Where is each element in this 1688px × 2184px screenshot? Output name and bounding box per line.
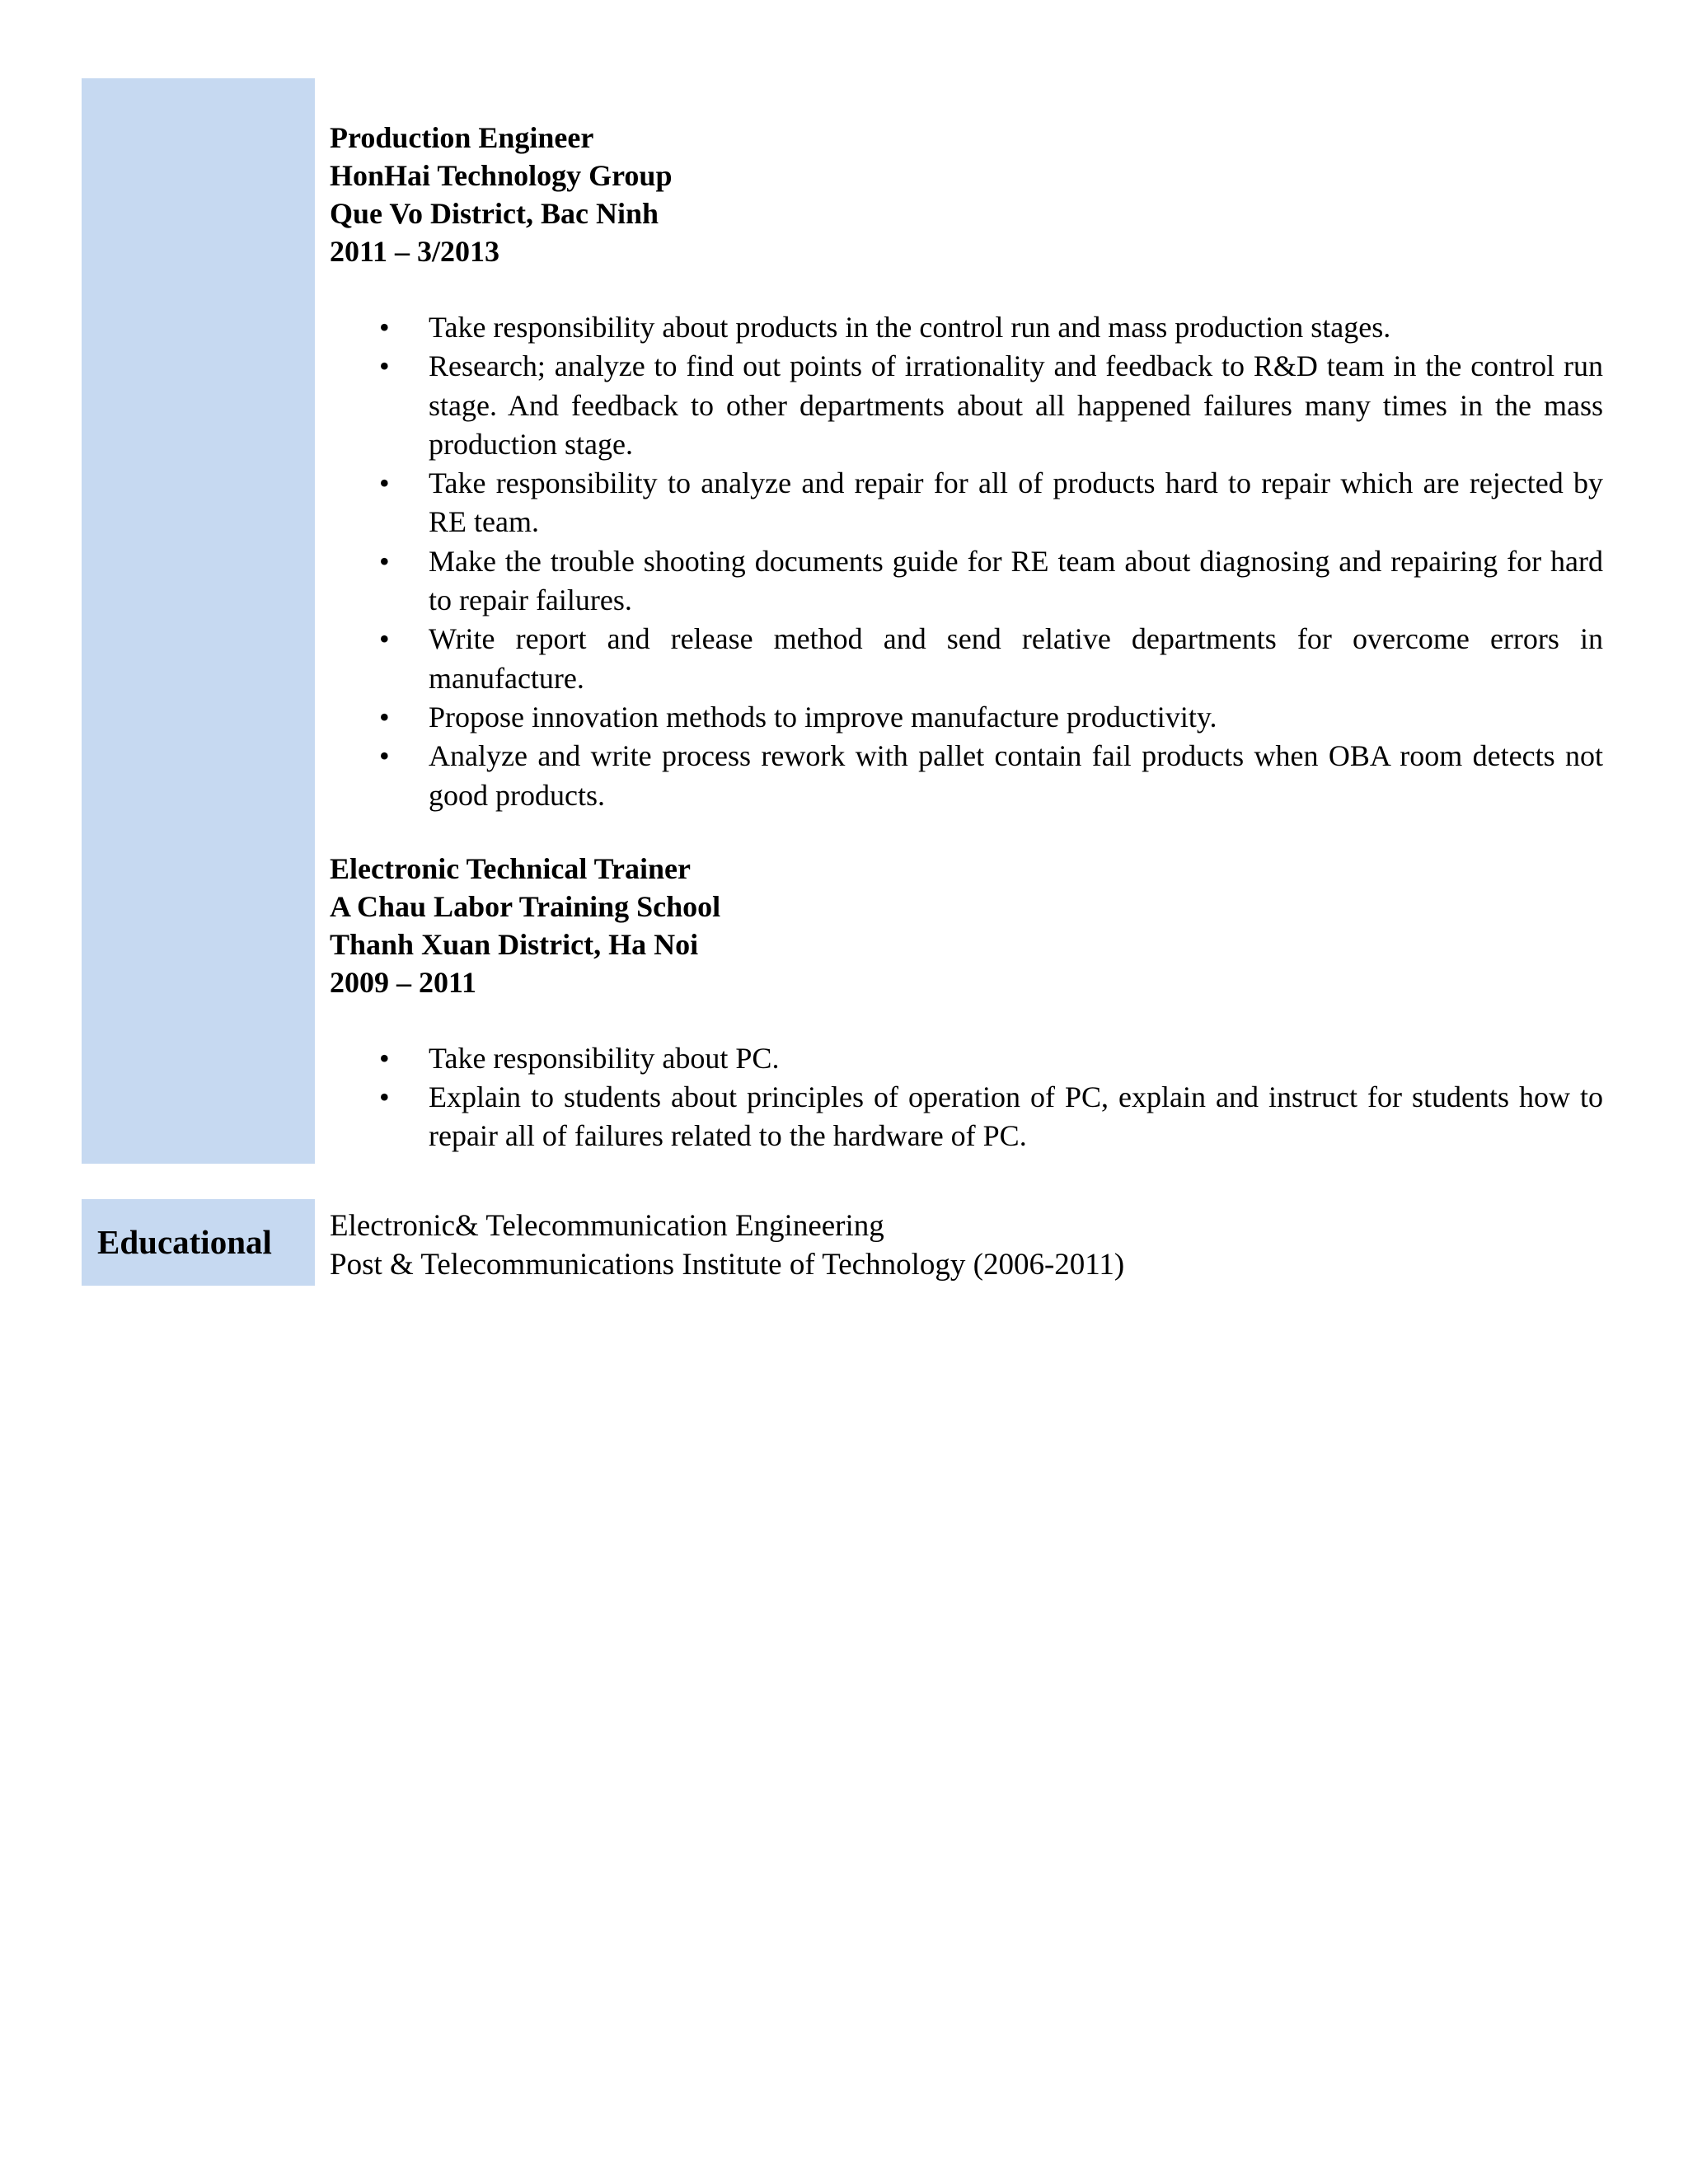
job-location: Thanh Xuan District, Ha Noi bbox=[330, 927, 699, 961]
education-section bbox=[330, 1207, 1603, 1284]
duty-item: • Analyze and write process rework with pallet contain fail products when OBA room detects not good products. bbox=[330, 737, 1603, 815]
job-title: Production Engineer bbox=[330, 121, 594, 154]
duty-item: • Write report and release method and send relative departments for overcome errors in manufacture. bbox=[330, 620, 1603, 698]
education-heading: Educational bbox=[97, 1223, 272, 1261]
job-header bbox=[330, 850, 1603, 1001]
job-entry-production-engineer bbox=[330, 119, 1603, 815]
job-title: Electronic Technical Trainer bbox=[330, 851, 691, 885]
duty-item: • Explain to students about principles of operation of PC, explain and instruct for students how to repair all of failures related to the hardware of PC. bbox=[330, 1078, 1603, 1156]
education-sidebar bbox=[82, 1199, 315, 1286]
duty-item: • Take responsibility about PC. bbox=[330, 1039, 1603, 1078]
duty-item: • Propose innovation methods to improve manufacture productivity. bbox=[330, 698, 1603, 737]
duty-item: • Make the trouble shooting documents guide for RE team about diagnosing and repairing for hard to repair failures. bbox=[330, 542, 1603, 621]
duties-list bbox=[330, 1039, 1603, 1156]
job-header bbox=[330, 119, 1603, 270]
degree: Electronic& Telecommunication Engineering bbox=[330, 1209, 884, 1243]
job-location: Que Vo District, Bac Ninh bbox=[330, 197, 659, 230]
duty-item: • Take responsibility about products in the control run and mass production stages. bbox=[330, 308, 1603, 347]
duties-list bbox=[330, 308, 1603, 815]
institution: Post & Telecommunications Institute of Technology (2006-2011) bbox=[330, 1248, 1125, 1282]
work-experience-section bbox=[330, 119, 1603, 1156]
company-name: A Chau Labor Training School bbox=[330, 889, 721, 923]
company-name: HonHai Technology Group bbox=[330, 159, 673, 192]
experience-sidebar bbox=[82, 78, 315, 1164]
duty-item: • Take responsibility to analyze and repair for all of products hard to repair which are rejected by RE team. bbox=[330, 464, 1603, 542]
job-period: 2011 – 3/2013 bbox=[330, 235, 500, 268]
job-period: 2009 – 2011 bbox=[330, 965, 477, 999]
duty-item: • Research; analyze to find out points of irrationality and feedback to R&D team in the control run stage. And feedback to other departments about all happened failures many times in the mass production stage. bbox=[330, 347, 1603, 464]
job-entry-technical-trainer bbox=[330, 850, 1603, 1156]
